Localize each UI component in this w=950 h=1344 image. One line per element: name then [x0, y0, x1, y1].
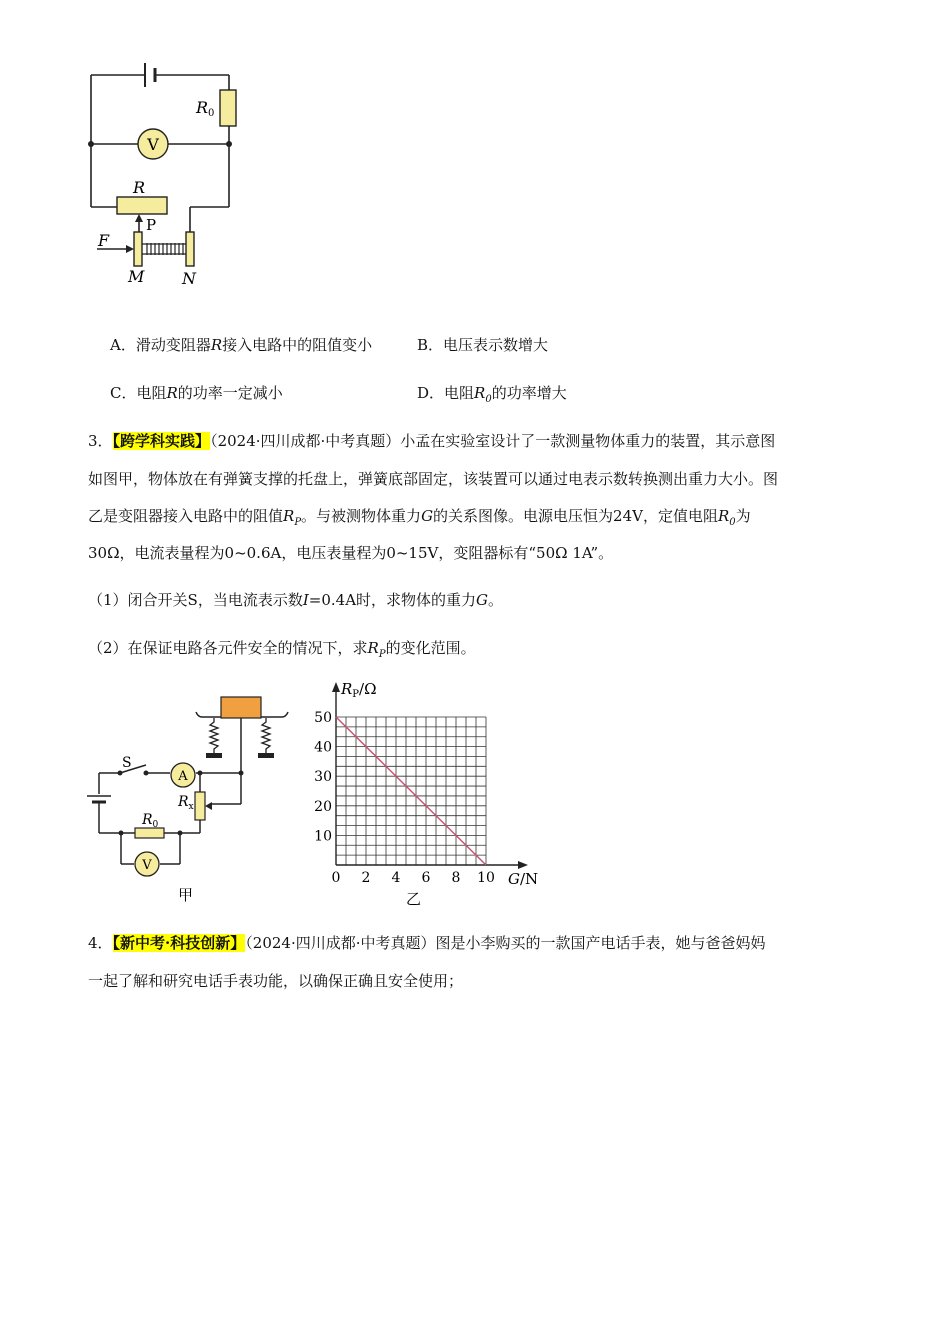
y-tick-label: 10	[314, 828, 332, 845]
voltmeter-label: V	[147, 135, 159, 154]
rx-label: $R_x$	[178, 794, 194, 812]
y-tick-label: 20	[314, 798, 332, 815]
y-tick-label: 30	[314, 769, 332, 786]
q3-subquestion-1: （1）闭合开关S，当电流表示数I=0.4A时，求物体的重力G。	[88, 591, 504, 609]
q4-tag: 【新中考·科技创新】	[112, 934, 246, 952]
q3-line-4: 30Ω，电流表量程为0~0.6A，电压表量程为0~15V，变阻器标有“50Ω 1A”。	[88, 544, 614, 562]
series-line	[336, 717, 486, 865]
figure-caption-jia: 甲	[178, 886, 194, 904]
voltmeter-label-2: V	[142, 858, 152, 873]
q3-tag: 【跨学科实践】	[112, 432, 211, 450]
y-axis-arrow	[332, 682, 340, 692]
q3-line-3: 乙是变阻器接入电路中的阻值$R_P$。与被测物体重力G的关系图像。电源电压恒为24V，定值电阻$R_0$为	[88, 507, 751, 528]
x-tick-label: 0	[331, 870, 341, 886]
r0-label: R0	[196, 98, 215, 119]
circuit-diagram-1	[80, 55, 260, 295]
slider-p-label: P	[146, 216, 157, 234]
q3-line-1: 3．【跨学科实践】（2024·四川成都·中考真题）小孟在实验室设计了一款测量物体重力的装置，其示意图	[88, 432, 776, 450]
ammeter-label: A	[178, 769, 188, 784]
chart-axes	[332, 682, 528, 869]
q3-line-2: 如图甲，物体放在有弹簧支撑的托盘上，弹簧底部固定，该装置可以通过电表示数转换测出重力大小。图	[88, 470, 779, 488]
r0-label-2: $R_0$	[142, 812, 159, 830]
q4-line-2: 一起了解和研究电话手表功能，以确保正确且安全使用；	[88, 972, 464, 990]
rp-vs-g-chart	[300, 675, 550, 915]
y-tick-label: 50	[314, 710, 332, 726]
option-d: D．电阻$R_0$的功率增大	[417, 384, 567, 405]
chart-series	[336, 717, 486, 865]
plate-n-label: N	[182, 269, 196, 288]
force-label: F	[98, 231, 110, 250]
circuit-diagram-2	[85, 690, 295, 910]
x-axis-arrow	[518, 861, 528, 869]
x-tick-label: 2	[361, 870, 371, 886]
x-tick-label: 10	[477, 870, 495, 886]
option-b: B．电压表示数增大	[417, 336, 549, 354]
x-tick-label: 8	[451, 870, 461, 886]
figure-caption-yi: 乙	[406, 890, 422, 908]
y-tick-label: 40	[314, 739, 332, 756]
rheostat-label: R	[133, 178, 146, 197]
x-tick-label: 6	[421, 870, 431, 886]
option-a: A．滑动变阻器R接入电路中的阻值变小	[110, 336, 373, 354]
option-c: C．电阻R的功率一定减小	[110, 384, 283, 402]
plate-m-label: M	[128, 267, 145, 286]
x-tick-label: 4	[391, 870, 401, 886]
q4-line-1: 4．【新中考·科技创新】（2024·四川成都·中考真题）图是小李购买的一款国产电话手表，她与爸爸妈妈	[88, 934, 766, 952]
x-axis-label: G/N	[508, 870, 539, 888]
switch-label: S	[122, 755, 132, 771]
q3-subquestion-2: （2）在保证电路各元件安全的情况下，求$R_P$的变化范围。	[88, 639, 476, 660]
y-axis-label: $R_P/\Omega$	[341, 680, 377, 700]
